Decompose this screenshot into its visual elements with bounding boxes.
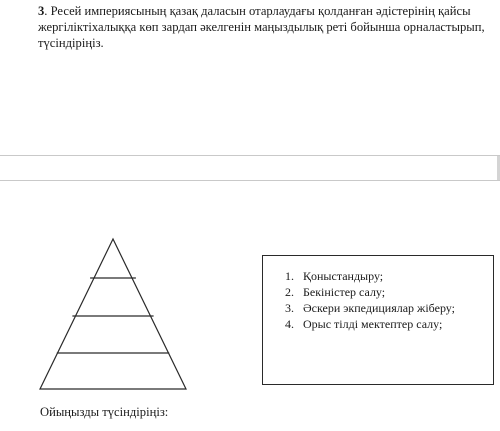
answer-list: [285, 268, 455, 332]
answer-item-1: 1. Қоныстандыру;: [285, 269, 384, 283]
answer-item-2: 2. Бекіністер салу;: [285, 285, 386, 299]
question-number: 3: [38, 4, 45, 18]
pyramid-outline: [40, 239, 186, 389]
answer-item-3: 3. Әскери экпедициялар жіберу;: [285, 301, 455, 315]
answer-box: [262, 255, 494, 385]
question-line-2: жергіліктіхалыққа көп зардап әкелгенін маңыздылық реті бойынша орналастырып,: [38, 20, 485, 34]
answer-item-4: 4. Орыс тілді мектептер салу;: [285, 317, 443, 331]
question-line-3: түсіндіріңіз.: [38, 36, 104, 50]
explain-label: Ойыңызды түсіндіріңіз:: [40, 405, 169, 419]
question-line-1: . Ресей империясының қазақ даласын отарлаудағы қолданған әдістерінің қайсы: [44, 4, 471, 18]
